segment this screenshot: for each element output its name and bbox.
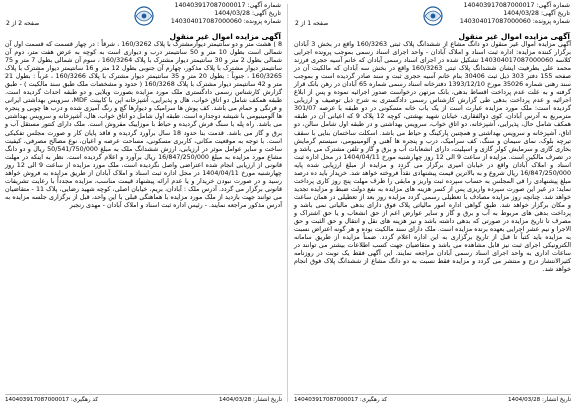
page-number: صفحه 1 از 2 (295, 20, 329, 27)
page-footer (294, 394, 571, 404)
notice-metadata (420, 2, 570, 26)
page-1 (291, 0, 574, 407)
notice-title: آگهی مزایده اموال غیر منقول (169, 32, 281, 41)
footer-date: تاریخ انتشار: 1404/03/28 (218, 397, 282, 403)
notice-number: شماره آگهی: 140403917087000017 (174, 2, 281, 9)
page-footer (5, 394, 282, 404)
notice-date: تاریخ آگهی: 1404/03/28 (214, 10, 281, 17)
notice-body: آگهی مزایده اموال غیر منقول دو دانگ مشاع از ششدانگ پلاک ثبتی 160/3263 واقع در بخش 3 آبادان برگزار کننده مزایده: اداره ثبت اسناد و املاک آبادان - واحد اجرای اسناد رسمی بموجب پرونده اجرایی کلاسه 140304017087000060 تشکیل شده در اجرای اسناد رسمی آبادان که خانم آسیه حجری فرزند محمد علی بطرفیت ایشان ششدانگ پلاک ثبتی 160/3263 واقع در بخش سه آبادان که مالکیت آن در صفحه 155 دفتر 303 ذیل ثبت 30406 بنام خانم آسیه حجری ثبت و سند صادر گردیده است و بموجب سند رهنی شماره 35026 مورخ 1393/12/10 دفترخانه اسناد رسمی شماره 65 آبادان در رهن بانک قرار گرفته و به علت عدم پرداخت اقساط بدهی، بانک مرتهن درخواست صدور اجرائیه نموده و پس از ابلاغ اجرائیه و عدم پرداخت بدهی طی گزارش کارشناس رسمی دادگستری به شرح ذیل توصیف و ارزیابی گردیده است: ملک مورد مزایده عبارت است از یک باب خانه مسکونی در دو طبقه با عرصه 301/07 مترمربع به آدرس آبادان، کوی ذوالفقاری، خیابان شهید بهشتی، کوچه 12 پلاک 9 که اعیانی آن در طبقه همکف شامل حال، پذیرایی، آشپزخانه، دو اتاق خواب، سرویس بهداشتی و در طبقه اول شامل سالن، دو اتاق، آشپزخانه و سرویس بهداشتی و همچنین پارکینگ و حیاط می باشد. اسکلت ساختمان بنایی با سقف تیرچه بلوک، نمای سیمان و سنگ، کف سرامیک، درب و پنجره ها آهنی و آلومینیومی، سیستم گرمایش بخاری گازی و سرمایش کولر گازی و اسپلیت، دارای انشعابات آب و برق و گاز و تلفن مشترک می باشد و در تصرف مالکین است. مزایده از ساعت 9 الی 12 روز چهارشنبه مورخ 1404/04/11 در محل اداره ثبت اسناد و املاک آبادان واقع در خیابان امیری برگزار می گردد و مزایده از مبلغ ارزیابی شده پایه 16/847/250/000 ریال شروع و به بالاترین قیمت پیشنهادی نقداً فروخته خواهد شد. خریدار باید ده درصد مبلغ پیشنهادی را فی المجلس به حساب سپرده ثبت واریز و مابقی را ظرف مهلت پنج روز کاری پرداخت نماید؛ در غیر این صورت سپرده واریزی پس از کسر هزینه های مزایده به نفع دولت ضبط و مزایده تجدید خواهد شد. چنانچه روز مزایده مصادف با تعطیلی رسمی گردد مزایده روز بعد از تعطیلی در همان ساعت و مکان برگزار خواهد شد. طبق گواهی اداره امور مالیاتی پلاک فوق دارای بدهی مالیاتی نمی باشد و پرداخت بدهی های مربوط به آب و برق و گاز و سایر عوارض اعم از حق انشعاب و یا حق اشتراک و مصرف تا تاریخ مزایده در صورتی که بدهی داشته باشد و نیز هزینه های نقل و انتقال و حق الثبت و حق الاجرا و نیم عشر اجرایی بعهده برنده مزایده است. ملک دارای سند مالکیت بوده و هر گونه اعتراض نسبت به مزایده باید کتباً تا قبل از تاریخ برگزاری به این اداره اعلام گردد. ضمناً مزایده از طریق سامانه الکترونیکی اجرای ثبت نیز قابل مشاهده می باشد و متقاضیان جهت کسب اطلاعات بیشتر می توانند در ساعات اداری به واحد اجرای اسناد رسمی آبادان مراجعه نمایند. این آگهی فقط یک نوبت در روزنامه کثیرالانتشار درج و منتشر می گردد و مزایده فقط نسبت به دو دانگ مشاع از ششدانگ پلاک فوق انجام خواهد شد. (294, 41, 572, 274)
page-number: صفحه 2 از 2 (6, 20, 40, 27)
page-2 (2, 0, 285, 407)
footer-tracking: کد رهگیری: 140403917087000017 (5, 397, 98, 403)
case-number: شماره پرونده: 140304017087000060 (170, 18, 281, 25)
notice-date: تاریخ آگهی: 1404/03/28 (503, 10, 570, 17)
case-number: شماره پرونده: 140304017087000060 (459, 18, 570, 25)
page-divider (287, 4, 288, 402)
footer-tracking: کد رهگیری: 140403917087000017 (294, 397, 387, 403)
notice-body: 8 ) هشت متر و دو سانتیمتر دیوارمشترک با پلاک 160/3262 ، شرقاً : در چهار قسمت که قسمت اول آن شمالی است بطول 10 متر و 50 سانتیمتر درب و دیواری است به کوچه به عرض هفت متر، دوم آن شمالی بطول 2 متر و 30 سانتیمتر دیوار مشترک با پلاک 160/3264 ، سوم آن شمالی بطول 7 متر و 75 سانتیمتر دیوار مشترک با پلاک مذکور، چهارم آن جنوبی بطول 12 متر و 16 سانتیمتر دیوار مشترک با پلاک 160/3265 ، جنوباً : بطول 20 متر و 35 سانتیمتر دیوار مشترک با پلاک 160/3266 ، غرباً : بطول 21 متر و 42 سانتیمتر دیوار مشترک با پلاک 160/3268 ( حدود و مشخصات ملک طبق سند مالکیت ) - طبق گزارش کارشناس رسمی دادگستری ملک مورد مزایده بصورت ویلایی و دو طبقه احداث گردیده است. طبقه همکف شامل دو اتاق خواب، هال و پذیرایی، آشپزخانه اپن با کابینت MDF، سرویس بهداشتی ایرانی و فرنگی و حمام می باشد. کف پوش ها سرامیک و دیوارها گچ و رنگ آمیزی شده و درب ها چوبی و پنجره ها آلومینیومی با شیشه دوجداره است. طبقه اول شامل دو اتاق خواب، هال، آشپزخانه و سرویس بهداشتی می باشد. راه پله با سنگ فرش گردیده و حیاط با موزاییک مفروش است. ملک دارای کنتور مستقل آب و برق و گاز می باشد. قدمت بنا حدود 18 سال برآورد گردیده و فاقد پایان کار و صورت مجلس تفکیکی است. با توجه به موقعیت مکانی، کاربری مسکونی، مساحت عرصه و اعیان، نوع مصالح مصرفی، کیفیت ساخت و سایر عوامل موثر در ارزیابی، ارزش ششدانگ ملک به مبلغ 50/541/750/000 ریال و دو دانگ مشاع مورد مزایده به مبلغ 16/847/250/000 ریال برآورد و اعلام گردیده است. نظر به اینکه در مهلت قانونی از ارزیابی انجام شده اعتراضی واصل نگردیده است، ملک مورد مزایده از ساعت 9 الی 12 روز چهارشنبه مورخ 1404/04/11 در محل اداره ثبت اسناد و املاک آبادان از طریق مزایده به فروش خواهد رسید و در صورت نبودن خریدار و یا عدم ارائه پیشنهاد قیمت مناسب، مزایده مجدداً با رعایت تشریفات قانونی برگزار می گردد. آدرس ملک : آبادان، بریم، خیابان اصلی، کوچه شهید رضایی، پلاک 11 - متقاضیان می توانند جهت بازدید از ملک مورد مزایده با هماهنگی قبلی با این واحد، قبل از برگزاری جلسه مزایده به آدرس مذکور مراجعه نمایند. - رئیس اداره ثبت اسناد و املاک آبادان - مهدی رنجبر (5, 41, 283, 209)
footer-date: تاریخ انتشار: 1404/03/28 (507, 397, 571, 403)
notice-title: آگهی مزایده اموال غیر منقول (458, 32, 570, 41)
notice-metadata (131, 2, 281, 26)
notice-number: شماره آگهی: 140403917087000017 (463, 2, 570, 9)
